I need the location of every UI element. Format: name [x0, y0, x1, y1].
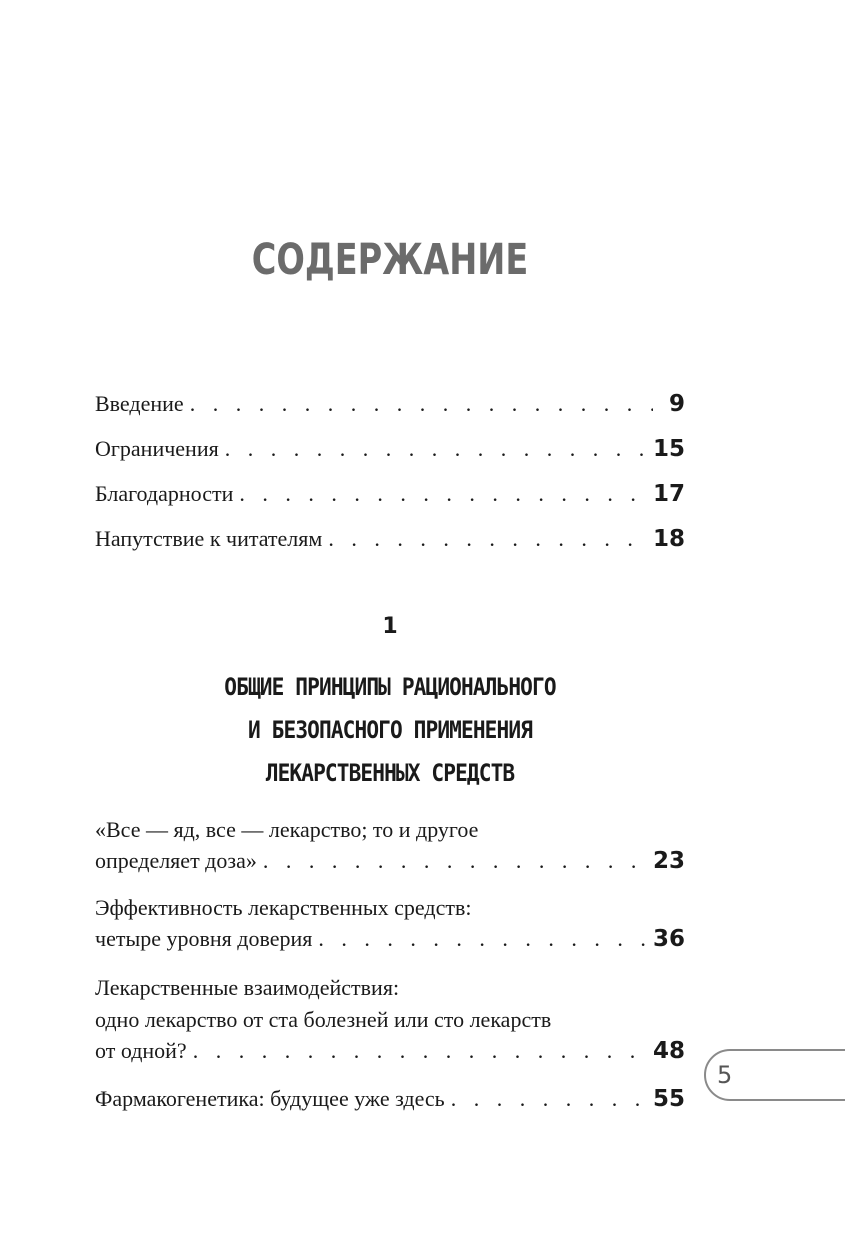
dot-leader [190, 389, 653, 419]
toc-entry[interactable] [95, 814, 685, 892]
page-number: 5 [717, 1061, 733, 1089]
toc-entry-title: определяет доза» [95, 848, 257, 873]
toc-entry[interactable] [95, 389, 685, 434]
page-title: СОДЕРЖАНИЕ [251, 235, 529, 285]
dot-leader [225, 434, 647, 464]
toc-entry-title: Фармакогенетика: будущее уже здесь [95, 1086, 445, 1111]
toc-entry-title: четыре уровня доверия [95, 926, 313, 951]
toc-entry-title: Ограничения [95, 436, 219, 461]
toc-page-number: 23 [652, 848, 685, 874]
toc-page-number: 48 [652, 1038, 685, 1064]
toc-entry-title-line: «Все — яд, все — лекарство; то и другое [95, 817, 479, 842]
toc-page-number: 17 [652, 481, 685, 507]
dot-leader [263, 846, 647, 876]
toc-page-number: 36 [652, 926, 685, 952]
toc-entry[interactable] [95, 1084, 685, 1124]
toc-entry-title-line: одно лекарство от ста болезней или сто лекарств [95, 1007, 552, 1032]
chapter-title [0, 666, 780, 795]
dot-leader [193, 1036, 647, 1066]
dot-leader [328, 524, 647, 554]
page-number-tab [704, 1049, 845, 1101]
toc-chapter-list [95, 814, 685, 1124]
toc-entry[interactable] [95, 434, 685, 479]
toc-page-number: 9 [668, 391, 685, 417]
toc-entry-title: Напутствие к читателям [95, 526, 323, 551]
chapter-title-line: ОБЩИЕ ПРИНЦИПЫ РАЦИОНАЛЬНОГО [224, 673, 556, 701]
chapter-title-line: ЛЕКАРСТВЕННЫХ СРЕДСТВ [265, 759, 515, 787]
toc-entry[interactable] [95, 892, 685, 972]
toc-entry-title: Введение [95, 391, 184, 416]
dot-leader [451, 1084, 647, 1114]
dot-leader [318, 924, 647, 954]
toc-page-number: 18 [652, 526, 685, 552]
toc-intro-list [95, 389, 685, 569]
chapter-number: 1 [382, 614, 398, 639]
toc-entry[interactable] [95, 972, 685, 1084]
toc-entry[interactable] [95, 479, 685, 524]
toc-entry-title: от одной? [95, 1038, 187, 1063]
chapter-title-line: И БЕЗОПАСНОГО ПРИМЕНЕНИЯ [247, 716, 533, 744]
toc-entry-title-line: Эффективность лекарственных средств: [95, 895, 472, 920]
toc-page-number: 15 [652, 436, 685, 462]
dot-leader [239, 479, 647, 509]
toc-entry[interactable] [95, 524, 685, 569]
toc-entry-title-line: Лекарственные взаимодействия: [95, 975, 400, 1000]
toc-entry-title: Благодарности [95, 481, 234, 506]
toc-page-number: 55 [652, 1086, 685, 1112]
